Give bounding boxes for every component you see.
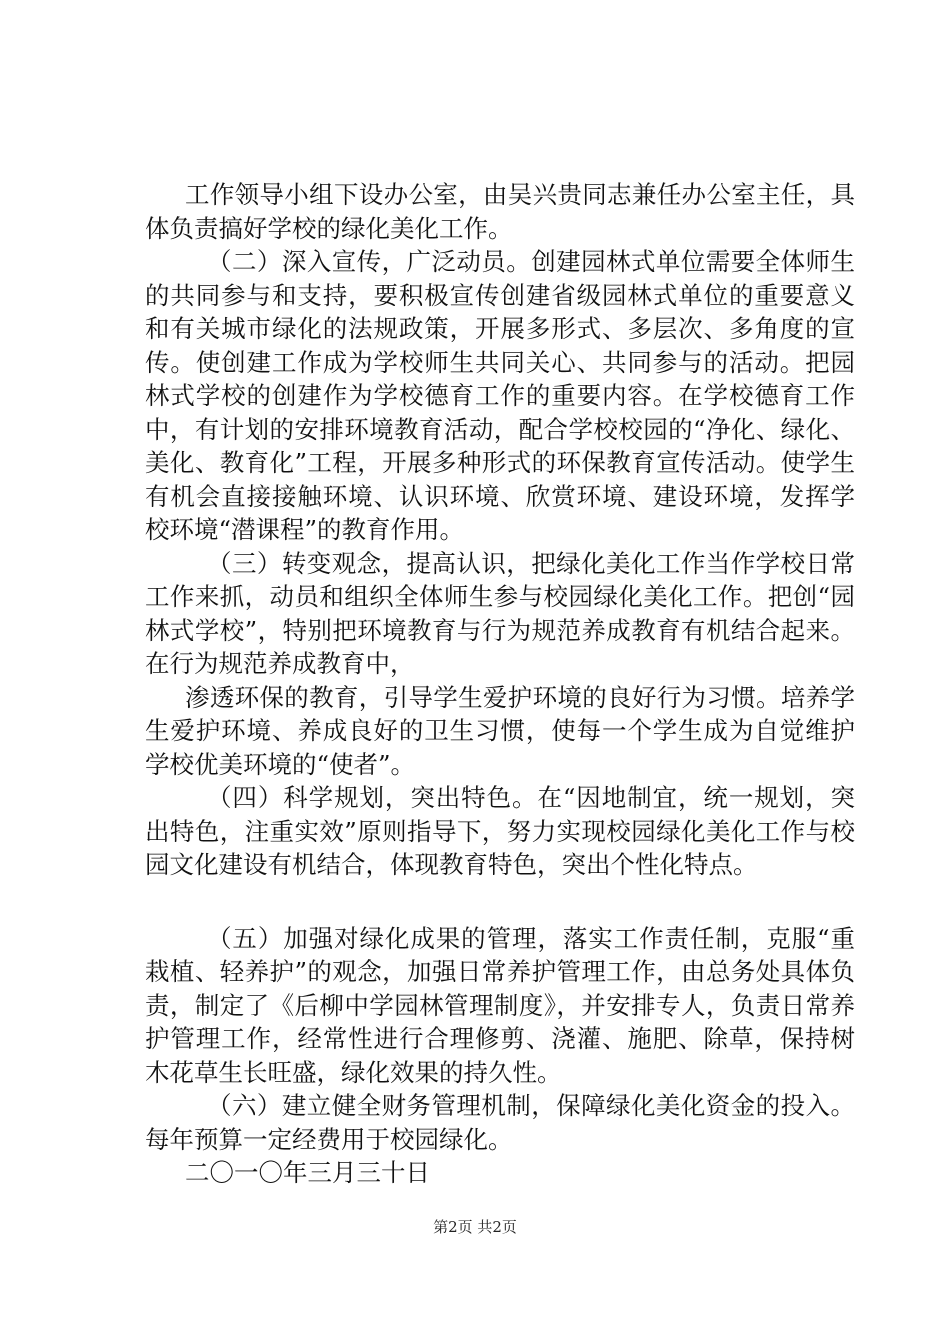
- paragraph-planning: （四）科学规划，突出特色。在“因地制宜，统一规划，突出特色，注重实效”原则指导下，努力实现校园绿化美化工作与校园文化建设有机结合，体现教育特色，突出个性化特点。: [145, 783, 855, 879]
- paragraph-finance: （六）建立健全财务管理机制，保障绿化美化资金的投入。每年预算一定经费用于校园绿化。: [145, 1091, 855, 1154]
- paragraph-publicity: （二）深入宣传，广泛动员。创建园林式单位需要全体师生的共同参与和支持，要积极宣传创建省级园林式单位的重要意义和有关城市绿化的法规政策，开展多形式、多层次、多角度的宣传。使创建工作成为学校师生共同关心、共同参与的活动。把园林式学校的创建作为学校德育工作的重要内容。在学校德育工作中，有计划的安排环境教育活动，配合学校校园的“净化、绿化、美化、教育化”工程，开展多种形式的环保教育宣传活动。使学生有机会直接接触环境、认识环境、欣赏环境、建设环境，发挥学校环境“潜课程”的教育作用。: [145, 247, 855, 544]
- paragraph-spacer: [145, 882, 855, 922]
- document-body: [145, 178, 855, 1190]
- paragraph-office: 工作领导小组下设办公室，由吴兴贵同志兼任办公室主任，具体负责搞好学校的绿化美化工作。: [145, 180, 855, 243]
- paragraph-management: （五）加强对绿化成果的管理，落实工作责任制，克服“重栽植、轻养护”的观念，加强日常养护管理工作，由总务处具体负责，制定了《后柳中学园林管理制度》，并安排专人，负责日常养护管理工作，经常性进行合理修剪、浇灌、施肥、除草，保持树木花草生长旺盛，绿化效果的持久性。: [145, 923, 855, 1087]
- page-footer: [0, 1216, 950, 1237]
- page-number-label: 第2页 共2页: [433, 1218, 517, 1236]
- paragraph-concept: （三）转变观念，提高认识，把绿化美化工作当作学校日常工作来抓，动员和组织全体师生参与校园绿化美化工作。把创“园林式学校”，特别把环境教育与行为规范养成教育有机结合起来。在行为规范养成教育中，: [145, 548, 855, 678]
- document-date: 二〇一〇年三月三十日: [185, 1158, 430, 1187]
- paragraph-environment: 渗透环保的教育，引导学生爱护环境的良好行为习惯。培养学生爱护环境、养成良好的卫生习惯，使每一个学生成为自觉维护学校优美环境的“使者”。: [145, 682, 855, 779]
